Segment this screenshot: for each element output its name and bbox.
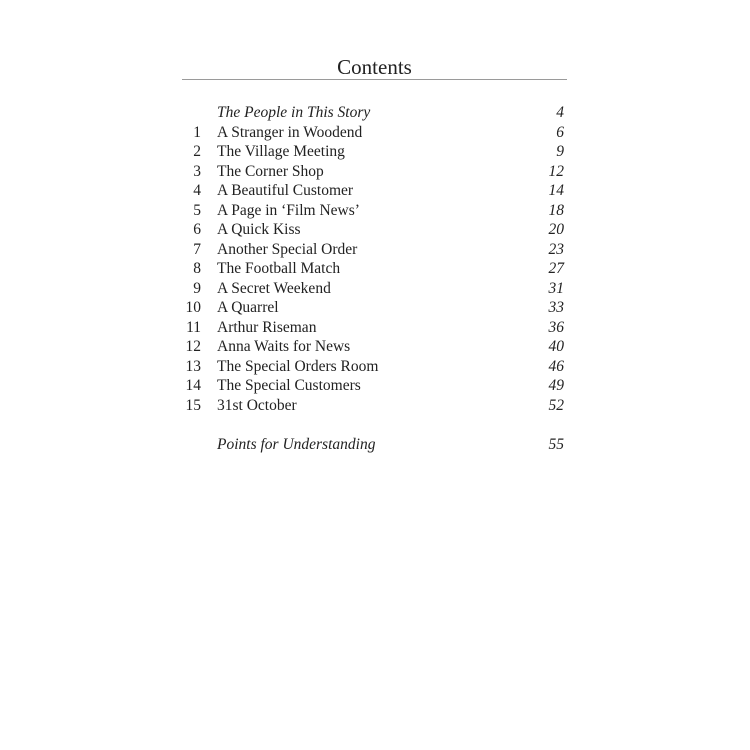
chapter-title: The Special Orders Room	[217, 357, 379, 375]
chapter-number: 8	[193, 260, 201, 277]
contents-heading: Contents	[337, 55, 412, 79]
chapter-number: 6	[193, 221, 201, 238]
chapter-page: 20	[548, 221, 564, 238]
chapter-title: The Village Meeting	[217, 143, 345, 160]
chapter-page: 18	[548, 201, 564, 219]
table-of-contents	[180, 103, 570, 454]
toc-chapter-row	[180, 220, 570, 240]
chapter-title: A Stranger in Woodend	[217, 123, 363, 141]
toc-entry-page: 55	[548, 435, 564, 453]
chapter-title: Another Special Order	[217, 240, 358, 258]
toc-chapter-row	[180, 259, 570, 279]
chapter-page: 40	[548, 338, 564, 355]
chapter-page: 6	[556, 123, 564, 141]
toc-chapter-row	[180, 142, 570, 162]
chapter-page: 33	[548, 299, 564, 316]
chapter-page: 27	[548, 260, 564, 277]
toc-chapter-row	[180, 396, 570, 416]
toc-chapter-row	[180, 337, 570, 357]
chapter-number: 14	[185, 377, 201, 394]
toc-chapter-row	[180, 123, 570, 143]
toc-chapter-row	[180, 181, 570, 201]
heading-rule	[182, 79, 567, 80]
chapter-title: Arthur Riseman	[217, 318, 317, 336]
chapter-number: 13	[185, 357, 201, 375]
chapter-title: A Quick Kiss	[217, 221, 301, 238]
chapter-title: The Football Match	[217, 260, 341, 277]
toc-spacer	[180, 415, 570, 435]
toc-chapter-row	[180, 376, 570, 396]
chapter-page: 9	[556, 143, 564, 160]
toc-chapter-row	[180, 240, 570, 260]
chapter-title: A Beautiful Customer	[217, 182, 354, 199]
chapter-page: 46	[548, 357, 564, 375]
toc-chapter-row	[180, 162, 570, 182]
chapter-page: 36	[548, 318, 564, 336]
chapter-title: 31st October	[217, 396, 297, 414]
toc-entry-title: The People in This Story	[217, 104, 371, 121]
chapter-number: 15	[185, 396, 201, 414]
toc-entry-page: 4	[556, 104, 564, 121]
chapter-number: 5	[193, 201, 201, 219]
chapter-page: 49	[548, 377, 564, 394]
chapter-number: 12	[185, 338, 201, 355]
chapter-number: 9	[193, 279, 201, 297]
chapter-number: 10	[185, 299, 201, 316]
chapter-number: 7	[193, 240, 201, 258]
chapter-page: 23	[548, 240, 564, 258]
toc-back-matter	[180, 435, 570, 455]
toc-chapter-row	[180, 279, 570, 299]
chapter-page: 12	[548, 162, 564, 180]
chapter-page: 31	[548, 279, 564, 297]
chapter-title: The Special Customers	[217, 377, 361, 394]
chapter-page: 14	[548, 182, 564, 199]
chapter-title: A Secret Weekend	[217, 279, 331, 297]
toc-front-matter	[180, 103, 570, 123]
toc-entry-title: Points for Understanding	[217, 435, 376, 453]
chapter-title: A Quarrel	[217, 299, 279, 316]
toc-chapter-row	[180, 318, 570, 338]
chapter-number: 3	[193, 162, 201, 180]
toc-chapter-row	[180, 298, 570, 318]
chapter-number: 2	[193, 143, 201, 160]
chapter-title: The Corner Shop	[217, 162, 324, 180]
chapter-number: 11	[186, 318, 201, 336]
chapter-number: 1	[193, 123, 201, 141]
chapter-title: A Page in ‘Film News’	[217, 201, 360, 219]
toc-chapter-row	[180, 357, 570, 377]
chapter-number: 4	[193, 182, 201, 199]
toc-chapter-row	[180, 201, 570, 221]
chapter-title: Anna Waits for News	[217, 338, 351, 355]
chapter-page: 52	[548, 396, 564, 414]
